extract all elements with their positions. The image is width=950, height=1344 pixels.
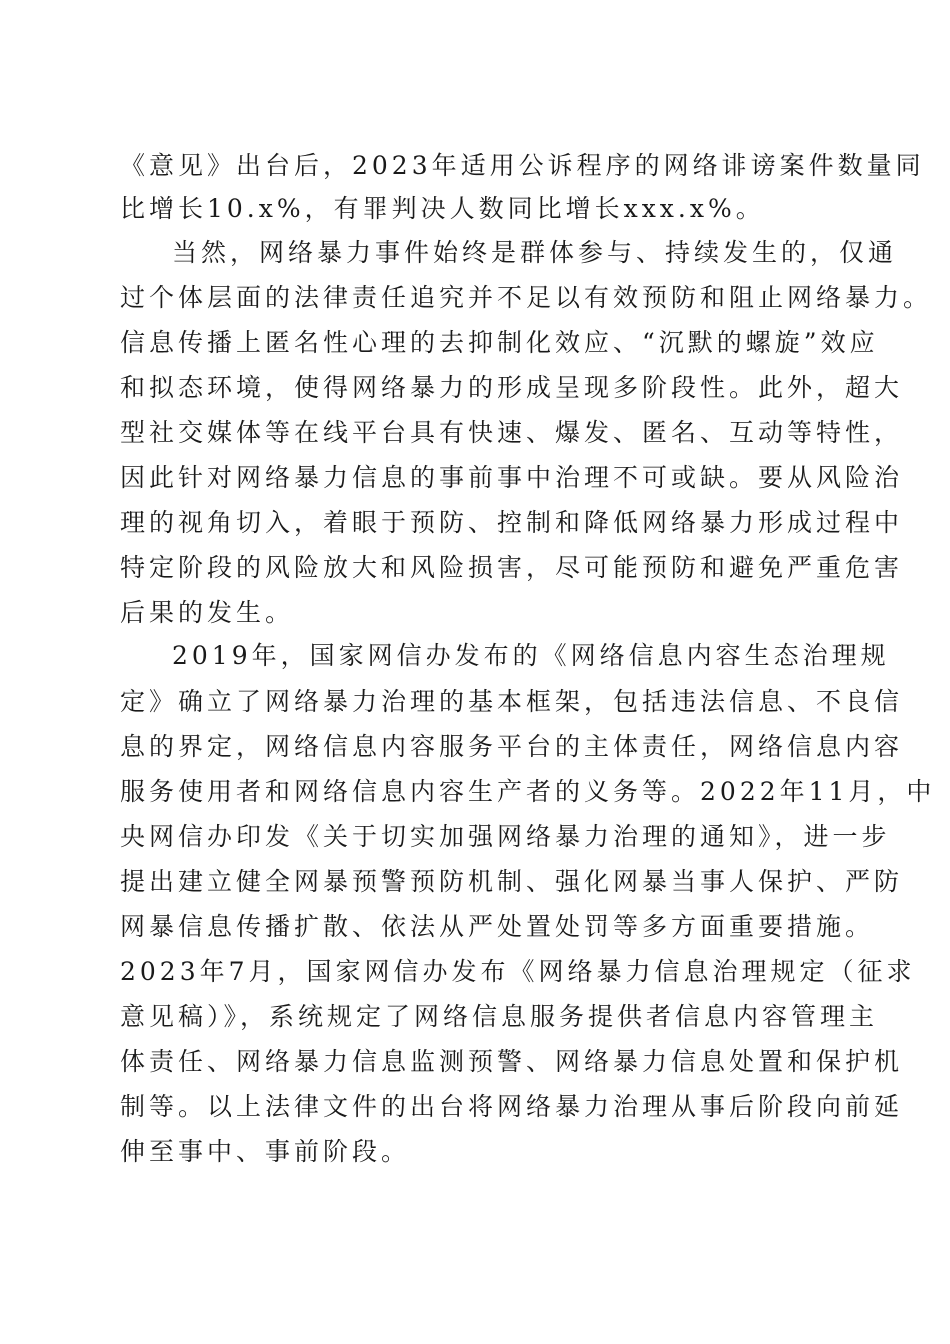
text-line: 2019年，国家网信办发布的《网络信息内容生态治理规 <box>172 641 890 670</box>
text-line: 网暴信息传播扩散、依法从严处置处罚等多方面重要措施。 <box>120 912 875 941</box>
text-line: 过个体层面的法律责任追究并不足以有效预防和阻止网络暴力。 <box>120 283 933 312</box>
text-line: 后果的发生。 <box>120 598 295 627</box>
text-line: 理的视角切入，着眼于预防、控制和降低网络暴力形成过程中 <box>120 508 904 537</box>
text-line: 型社交媒体等在线平台具有快速、爆发、匿名、互动等特性， <box>120 418 904 447</box>
text-line: 伸至事中、事前阶段。 <box>120 1137 411 1166</box>
text-line: 提出建立健全网暴预警预防机制、强化网暴当事人保护、严防 <box>120 867 904 896</box>
text-line: 体责任、网络暴力信息监测预警、网络暴力信息处置和保护机 <box>120 1047 904 1076</box>
text-line: 息的界定，网络信息内容服务平台的主体责任，网络信息内容 <box>120 732 904 761</box>
text-line: 2023年7月，国家网信办发布《网络暴力信息治理规定（征求 <box>120 957 916 986</box>
text-line: 特定阶段的风险放大和风险损害，尽可能预防和避免严重危害 <box>120 553 904 582</box>
text-line: 和拟态环境，使得网络暴力的形成呈现多阶段性。此外，超大 <box>120 373 904 402</box>
text-line: 信息传播上匿名性心理的去抑制化效应、“沉默的螺旋”效应 <box>120 328 879 357</box>
text-line: 制等。以上法律文件的出台将网络暴力治理从事后阶段向前延 <box>120 1092 904 1121</box>
text-line: 比增长10.x%，有罪判决人数同比增长xxx.x%。 <box>120 194 765 223</box>
text-line: 当然，网络暴力事件始终是群体参与、持续发生的，仅通 <box>172 238 898 267</box>
text-line: 因此针对网络暴力信息的事前事中治理不可或缺。要从风险治 <box>120 463 904 492</box>
text-line: 《意见》出台后，2023年适用公诉程序的网络诽谤案件数量同 <box>120 151 925 180</box>
text-line: 服务使用者和网络信息内容生产者的义务等。2022年11月，中 <box>120 777 936 806</box>
text-line: 定》确立了网络暴力治理的基本框架，包括违法信息、不良信 <box>120 687 904 716</box>
text-line: 意见稿）》，系统规定了网络信息服务提供者信息内容管理主 <box>120 1002 879 1031</box>
text-line: 央网信办印发《关于切实加强网络暴力治理的通知》，进一步 <box>120 822 891 851</box>
